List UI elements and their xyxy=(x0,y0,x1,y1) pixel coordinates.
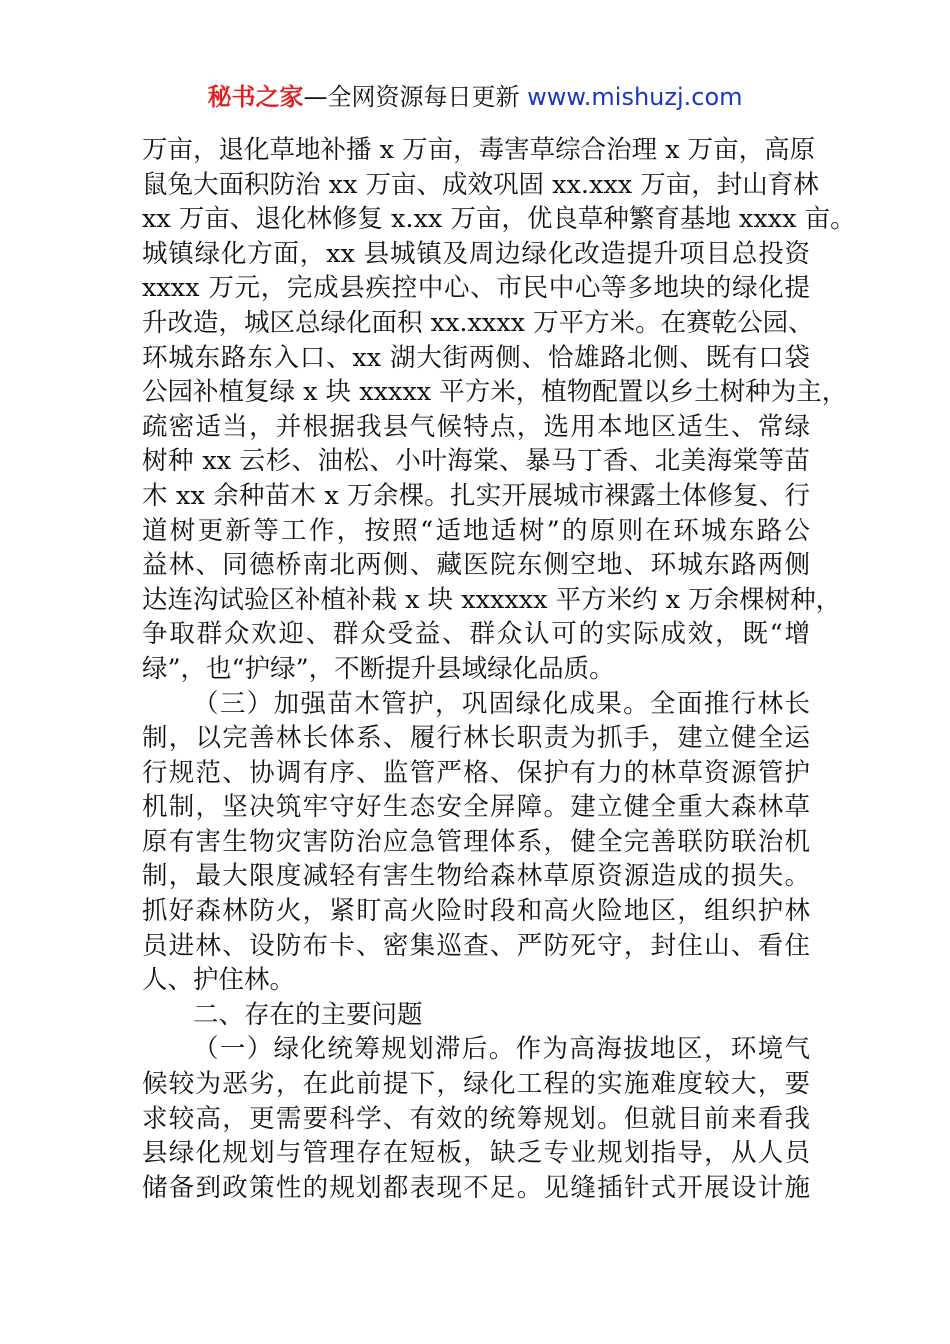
text-line: xx 万亩、退化林修复 x.xx 万亩，优良草种繁育基地 xxxx 亩。 xyxy=(142,204,856,235)
text-line: 城镇绿化方面，xx 县城镇及周边绿化改造提升项目总投资 xyxy=(142,238,810,269)
section-heading-line: （一）绿化统筹规划滞后。作为高海拔地区，环境气 xyxy=(193,1034,810,1065)
text-line: 公园补植复绿 x 块 xxxxx 平方米，植物配置以乡土树种为主， xyxy=(142,377,848,408)
text-line: 行规范、协调有序、监管严格、保护有力的林草资源管护 xyxy=(142,757,810,788)
text-line: 道树更新等工作，按照“适地适树”的原则在环城东路公 xyxy=(142,515,810,546)
text-line: 升改造，城区总绿化面积 xx.xxxx 万平方米。在赛乾公园、 xyxy=(142,307,814,338)
text-line: 机制，坚决筑牢守好生态安全屏障。建立健全重大森林草 xyxy=(142,792,810,823)
text-line: 人、护住林。 xyxy=(142,965,296,996)
text-line: 环城东路东入口、xx 湖大街两侧、恰雄路北侧、既有口袋 xyxy=(142,342,810,373)
text-line: 绿”，也“护绿”，不断提升县域绿化品质。 xyxy=(142,653,615,684)
site-tagline: —全网资源每日更新 xyxy=(303,83,520,111)
text-line: 木 xx 余种苗木 x 万余棵。扎实开展城市裸露土体修复、行 xyxy=(142,480,810,511)
text-line: 鼠兔大面积防治 xx 万亩、成效巩固 xx.xxx 万亩，封山育林 xyxy=(142,169,819,200)
text-line: 县绿化规划与管理存在短板，缺乏专业规划指导，从人员 xyxy=(142,1138,810,1169)
site-url-link[interactable]: www.mishuzj.com xyxy=(527,83,743,111)
text-line: 抓好森林防火，紧盯高火险时段和高火险地区，组织护林 xyxy=(142,896,810,927)
section-heading-line: （三）加强苗木管护，巩固绿化成果。全面推行林长 xyxy=(193,688,810,719)
text-line: 树种 xx 云杉、油松、小叶海棠、暴马丁香、北美海棠等苗 xyxy=(142,446,810,477)
text-line: 达连沟试验区补植补栽 x 块 xxxxxx 平方米约 x 万余棵树种， xyxy=(142,584,842,615)
text-line: 储备到政策性的规划都表现不足。见缝插针式开展设计施 xyxy=(142,1172,810,1203)
document-body xyxy=(142,133,856,1205)
site-header xyxy=(0,80,950,114)
text-line: 万亩，退化草地补播 x 万亩，毒害草综合治理 x 万亩，高原 xyxy=(142,135,816,165)
text-line: 求较高，更需要科学、有效的统筹规划。但就目前来看我 xyxy=(142,1103,810,1134)
text-line: 益林、同德桥南北两侧、藏医院东侧空地、环城东路两侧 xyxy=(142,550,810,581)
text-line: 员进林、设防布卡、密集巡查、严防死守，封住山、看住 xyxy=(142,930,810,961)
text-line: 争取群众欢迎、群众受益、群众认可的实际成效，既“增 xyxy=(142,619,810,650)
text-line: 原有害生物灾害防治应急管理体系，健全完善联防联治机 xyxy=(142,826,810,857)
text-line: 疏密适当，并根据我县气候特点，选用本地区适生、常绿 xyxy=(142,411,810,442)
text-line: xxxx 万元，完成县疾控中心、市民中心等多地块的绿化提 xyxy=(142,273,810,304)
text-line: 制，最大限度减轻有害生物给森林草原资源造成的损失。 xyxy=(142,861,810,892)
section-title: 二、存在的主要问题 xyxy=(193,999,423,1030)
site-brand: 秘书之家 xyxy=(207,83,304,111)
text-line: 制，以完善林长体系、履行林长职责为抓手，建立健全运 xyxy=(142,723,810,754)
text-line: 候较为恶劣，在此前提下，绿化工程的实施难度较大，要 xyxy=(142,1069,810,1100)
